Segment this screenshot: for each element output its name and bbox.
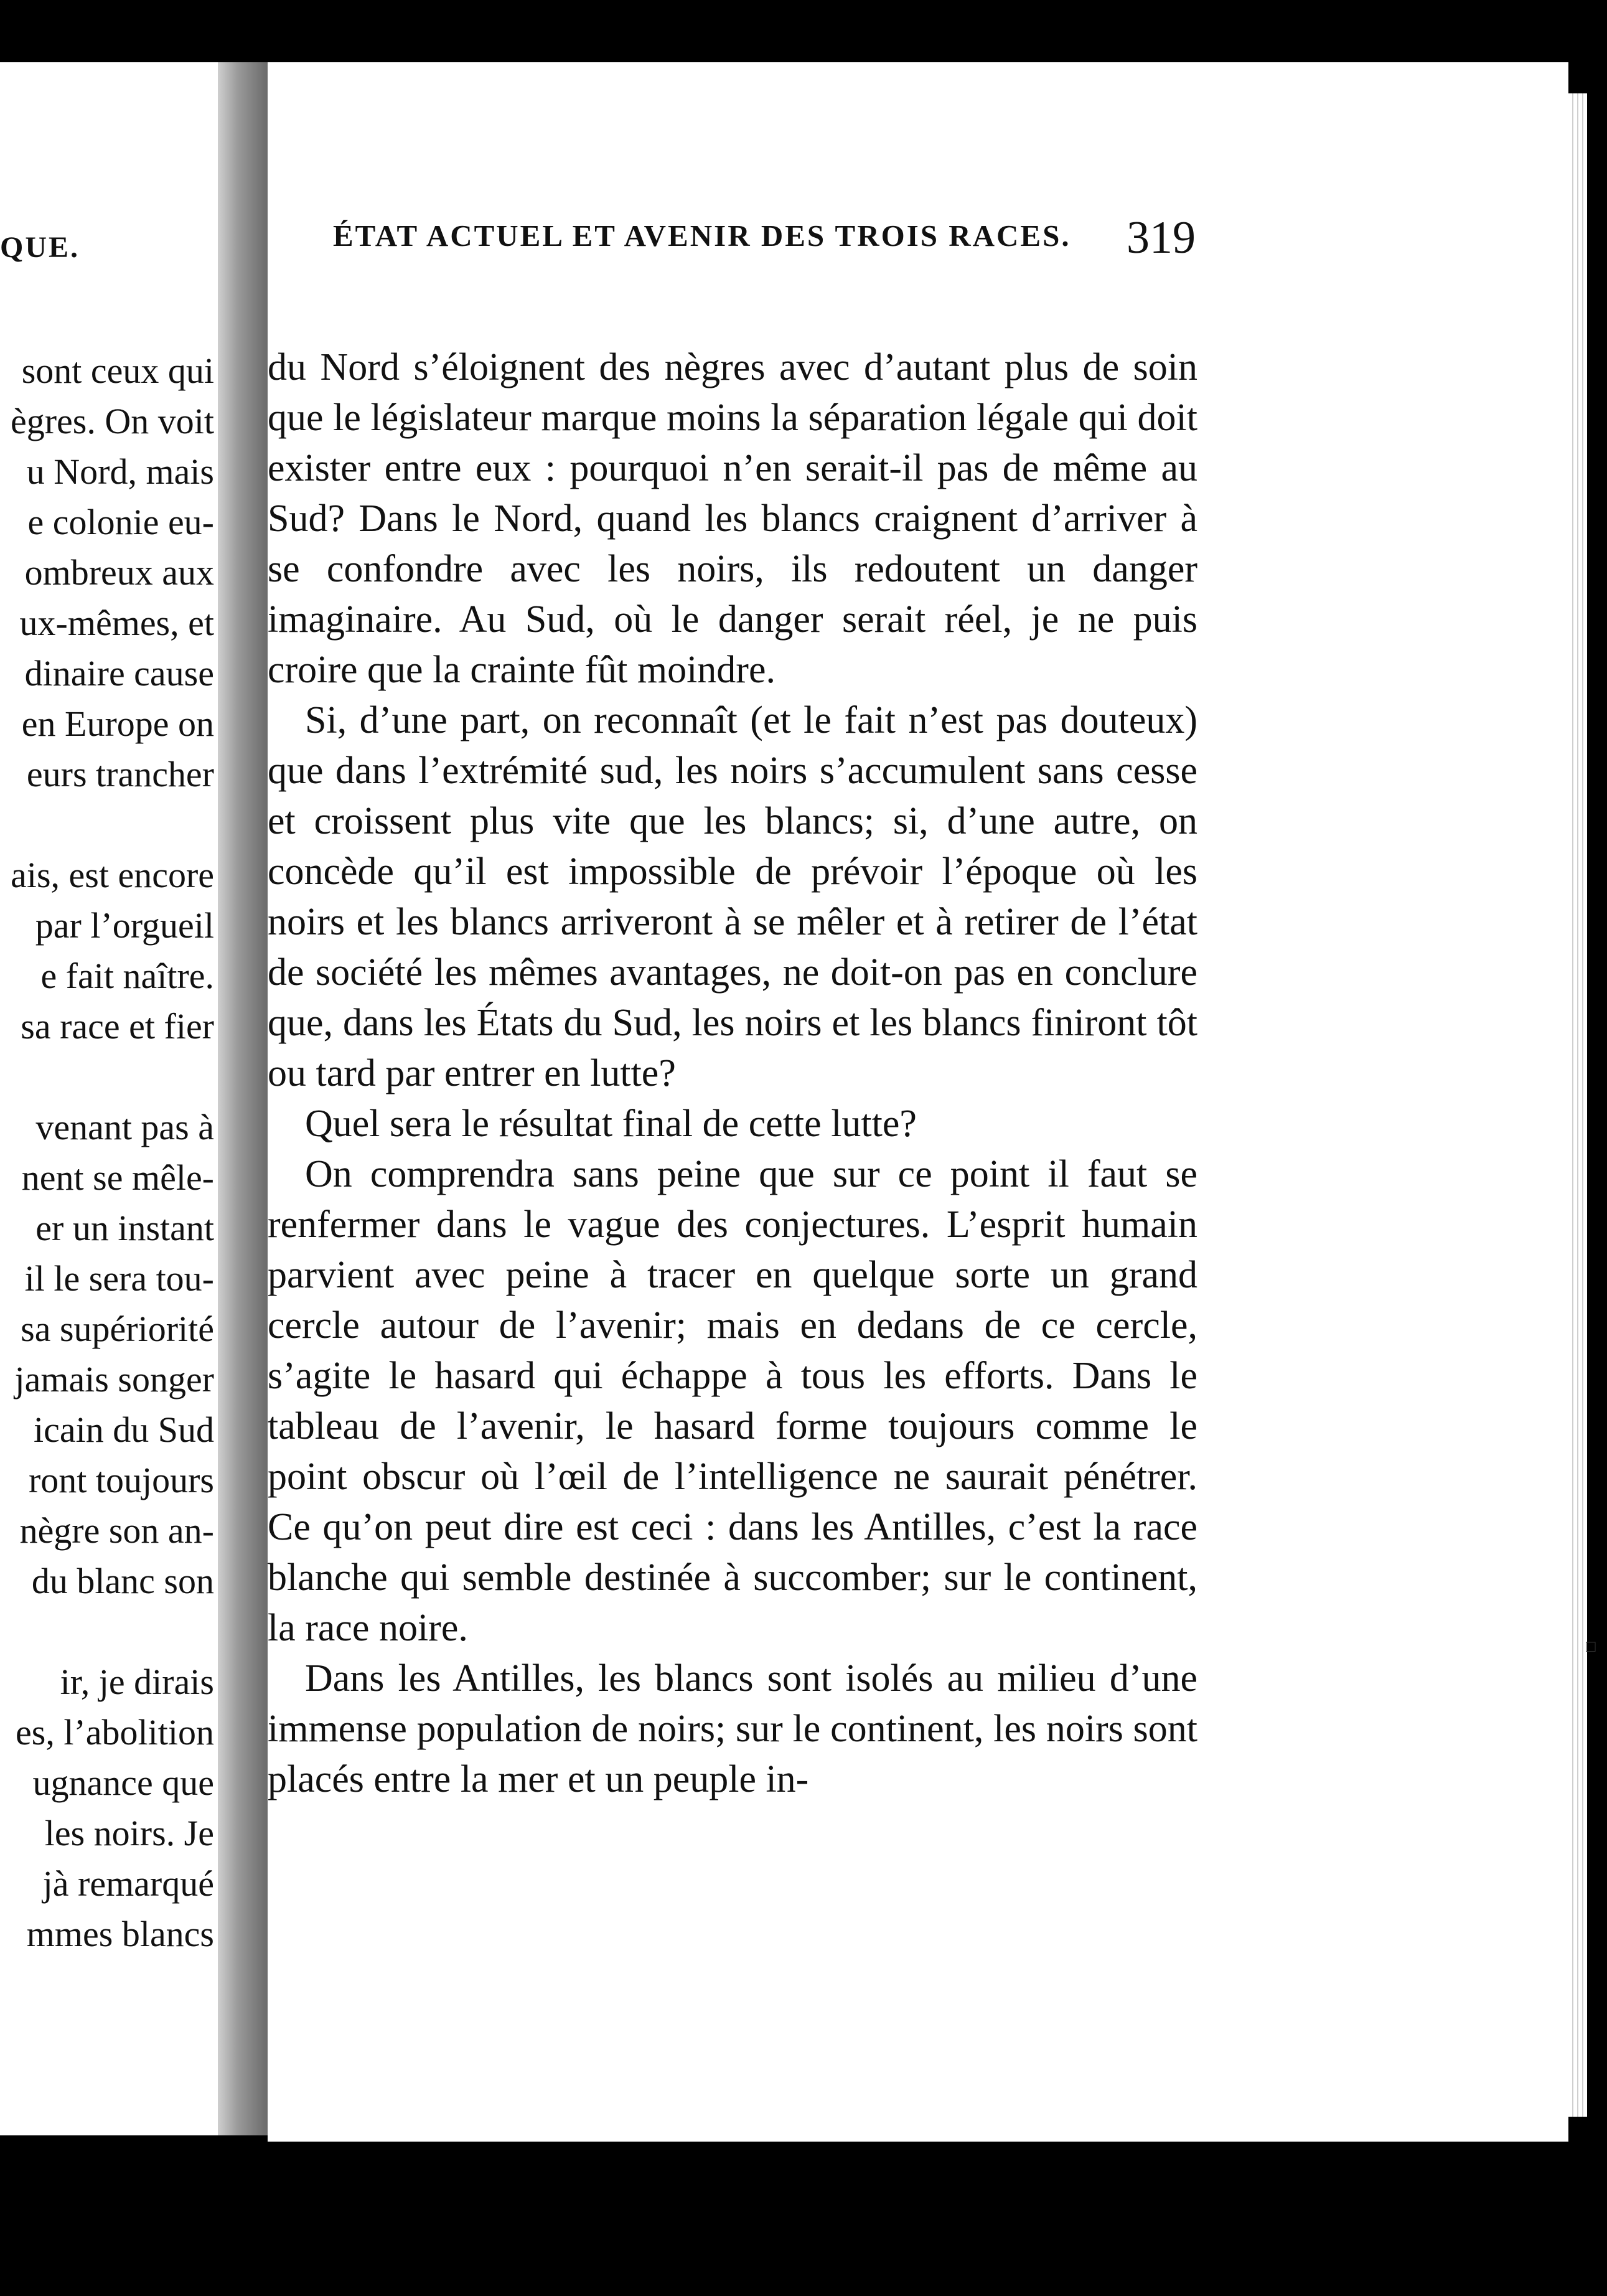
left-page-text bbox=[0, 346, 214, 1959]
left-line: ront toujours bbox=[28, 1460, 214, 1500]
page-number: 319 bbox=[1127, 212, 1196, 263]
left-running-head: QUE. bbox=[0, 231, 80, 264]
left-line: eurs trancher bbox=[26, 754, 214, 794]
left-line: ègres. On voit bbox=[11, 401, 214, 441]
left-page bbox=[0, 62, 218, 2135]
left-line: e fait naître. bbox=[40, 956, 214, 996]
left-line: er un instant bbox=[35, 1208, 214, 1248]
left-line: du blanc son bbox=[31, 1561, 214, 1601]
left-line: dinaire cause bbox=[24, 653, 214, 694]
left-line: jà remarqué bbox=[42, 1863, 214, 1904]
left-line: u Nord, mais bbox=[26, 451, 214, 492]
left-line: jamais songer bbox=[14, 1359, 214, 1400]
right-page bbox=[268, 62, 1568, 2142]
paragraph: du Nord s’éloignent des nègres avec d’autant plus de soin que le législateur marque moins la séparation légale qui doit exister entre eux : pourquoi n’en serait-il pas de même au Sud? Dans le Nord, quand les blancs craignent d’arriver à se confondre avec les noirs, ils redoutent un danger imaginaire. Au Sud, où le danger serait réel, je ne puis croire que la crainte fût moindre. bbox=[268, 346, 1197, 691]
left-line: es, l’abolition bbox=[16, 1712, 214, 1753]
left-line: les noirs. Je bbox=[44, 1813, 214, 1853]
left-line: sa supériorité bbox=[21, 1309, 214, 1349]
running-head: ÉTAT ACTUEL ET AVENIR DES TROIS RACES. bbox=[333, 219, 1071, 253]
left-line: par l’orgueil bbox=[35, 905, 214, 946]
left-line: mmes blancs bbox=[26, 1914, 214, 1954]
left-line: il le sera tou- bbox=[24, 1258, 214, 1299]
left-line: e colonie eu- bbox=[27, 502, 214, 542]
paragraph: Dans les Antilles, les blancs sont isolés au milieu d’une immense population de noirs; sur le continent, les noirs sont placés entre la mer et un peuple in- bbox=[268, 1657, 1197, 1800]
page-body-text bbox=[268, 342, 1197, 1805]
left-line: nent se mêle- bbox=[21, 1157, 214, 1198]
scan-mark: □ bbox=[1586, 1637, 1596, 1655]
book-gutter-shadow bbox=[218, 62, 268, 2135]
paragraph: On comprendra sans peine que sur ce point il faut se renfermer dans le vague des conjectures. L’esprit humain parvient avec peine à tracer en quelque sorte un grand cercle autour de l’avenir; mais en dedans de ce cercle, s’agite le hasard qui échappe à tous les efforts. Dans le tableau de l’avenir, le hasard forme toujours comme le point obscur où l’œil de l’intelligence ne saurait pénétrer. Ce qu’on peut dire est ceci : dans les Antilles, c’est la race blanche qui semble destinée à succomber; sur le continent, la race noire. bbox=[268, 1153, 1197, 1649]
left-line: nègre son an- bbox=[19, 1510, 214, 1551]
left-line: icain du Sud bbox=[34, 1409, 214, 1450]
left-line: venant pas à bbox=[35, 1107, 214, 1147]
paragraph: Si, d’une part, on reconnaît (et le fait n’est pas douteux) que dans l’extrémité sud, les noirs s’accumulent sans cesse et croissent plus vite que les blancs; si, d’une autre, on concède qu’il est impossible de prévoir l’époque où les noirs et les blancs arriveront à se mêler et à retirer de l’état de société les mêmes avantages, ne doit-on pas en conclure que, dans les États du Sud, les noirs et les blancs finiront tôt ou tard par entrer en lutte? bbox=[268, 699, 1197, 1094]
left-line: en Europe on bbox=[21, 703, 214, 744]
left-line: sa race et fier bbox=[21, 1006, 214, 1047]
left-line: ais, est encore bbox=[11, 855, 214, 895]
left-line: ugnance que bbox=[32, 1762, 214, 1803]
page-edges bbox=[1568, 93, 1587, 2117]
paragraph: Quel sera le résultat final de cette lutte? bbox=[305, 1103, 917, 1145]
left-line: ombreux aux bbox=[24, 552, 214, 593]
left-line: ux-mêmes, et bbox=[19, 603, 214, 643]
left-line: sont ceux qui bbox=[21, 351, 214, 391]
left-line: ir, je dirais bbox=[60, 1662, 214, 1702]
